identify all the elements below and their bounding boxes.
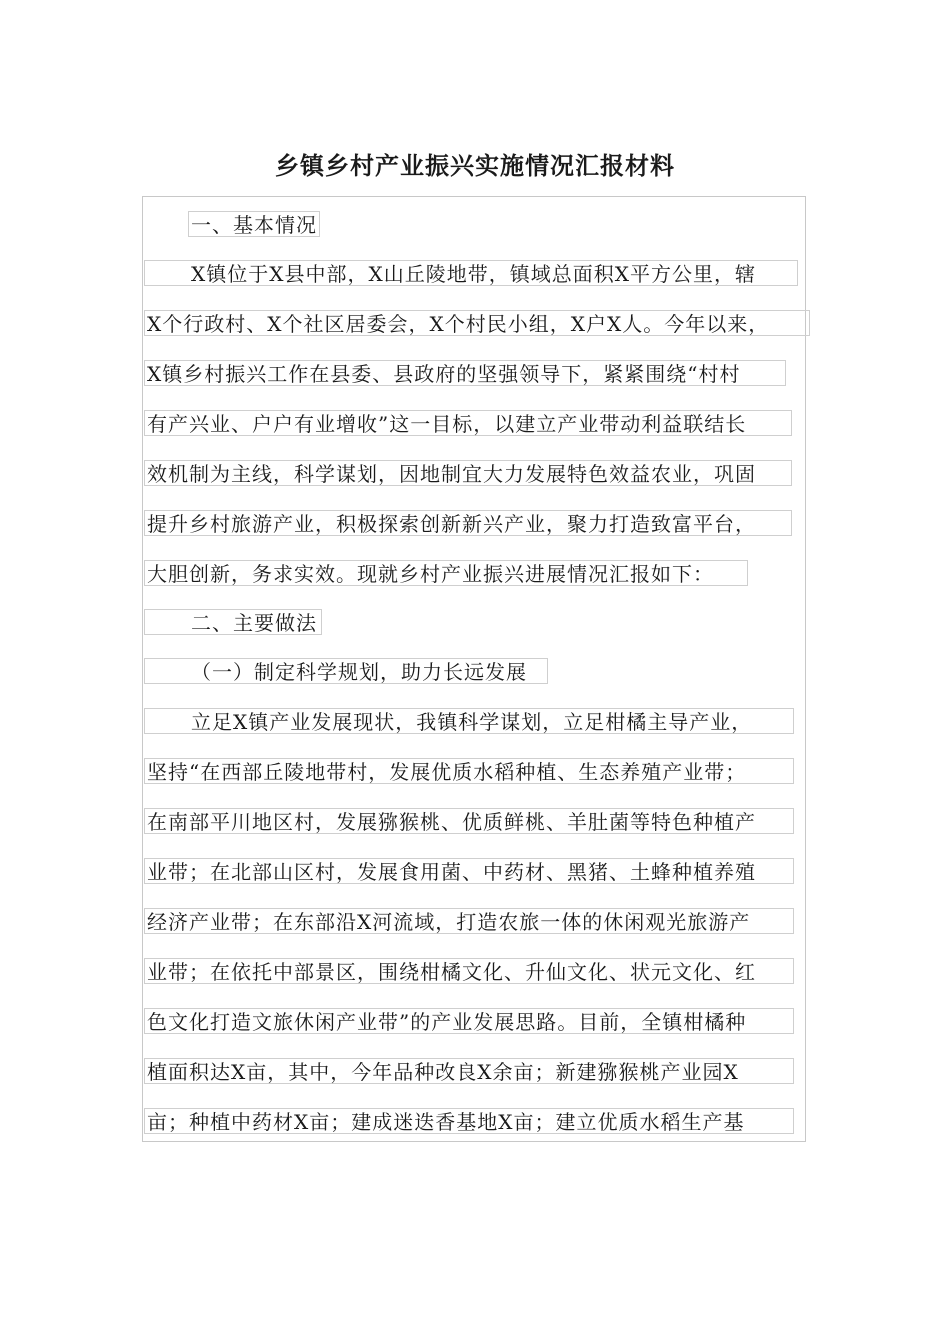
paragraph-line: 亩；种植中药材X亩；建成迷迭香基地X亩；建立优质水稻生产基 <box>144 1108 794 1134</box>
section-heading-basic-info: 一、基本情况 <box>188 211 320 237</box>
paragraph-line: 业带；在北部山区村，发展食用菌、中药材、黑猪、土蜂种植养殖 <box>144 858 794 884</box>
paragraph-line: 提升乡村旅游产业，积极探索创新新兴产业，聚力打造致富平台， <box>144 510 792 536</box>
paragraph-line: X个行政村、X个社区居委会，X个村民小组，X户X人。今年以来， <box>144 310 810 336</box>
subsection-heading-planning: （一）制定科学规划，助力长远发展 <box>144 658 548 684</box>
paragraph-line: 坚持“在西部丘陵地带村，发展优质水稻种植、生态养殖产业带； <box>144 758 794 784</box>
paragraph-line: 色文化打造文旅休闲产业带”的产业发展思路。目前，全镇柑橘种 <box>144 1008 794 1034</box>
paragraph-line: X镇乡村振兴工作在县委、县政府的坚强领导下，紧紧围绕“村村 <box>144 360 786 386</box>
paragraph-line: 在南部平川地区村，发展猕猴桃、优质鲜桃、羊肚菌等特色种植产 <box>144 808 794 834</box>
paragraph-line: 有产兴业、户户有业增收”这一目标，以建立产业带动利益联结长 <box>144 410 792 436</box>
paragraph-line: X镇位于X县中部，X山丘陵地带，镇域总面积X平方公里，辖 <box>144 260 798 286</box>
paragraph-line: 大胆创新，务求实效。现就乡村产业振兴进展情况汇报如下： <box>144 560 748 586</box>
document-title: 乡镇乡村产业振兴实施情况汇报材料 <box>275 151 675 180</box>
paragraph-line: 立足X镇产业发展现状，我镇科学谋划，立足柑橘主导产业， <box>144 708 794 734</box>
section-heading-main-practices: 二、主要做法 <box>144 609 322 635</box>
paragraph-line: 经济产业带；在东部沿X河流域，打造农旅一体的休闲观光旅游产 <box>144 908 794 934</box>
paragraph-line: 业带；在依托中部景区，围绕柑橘文化、升仙文化、状元文化、红 <box>144 958 794 984</box>
paragraph-line: 效机制为主线，科学谋划，因地制宜大力发展特色效益农业，巩固 <box>144 460 792 486</box>
paragraph-line: 植面积达X亩，其中，今年品种改良X余亩；新建猕猴桃产业园X <box>144 1058 794 1084</box>
